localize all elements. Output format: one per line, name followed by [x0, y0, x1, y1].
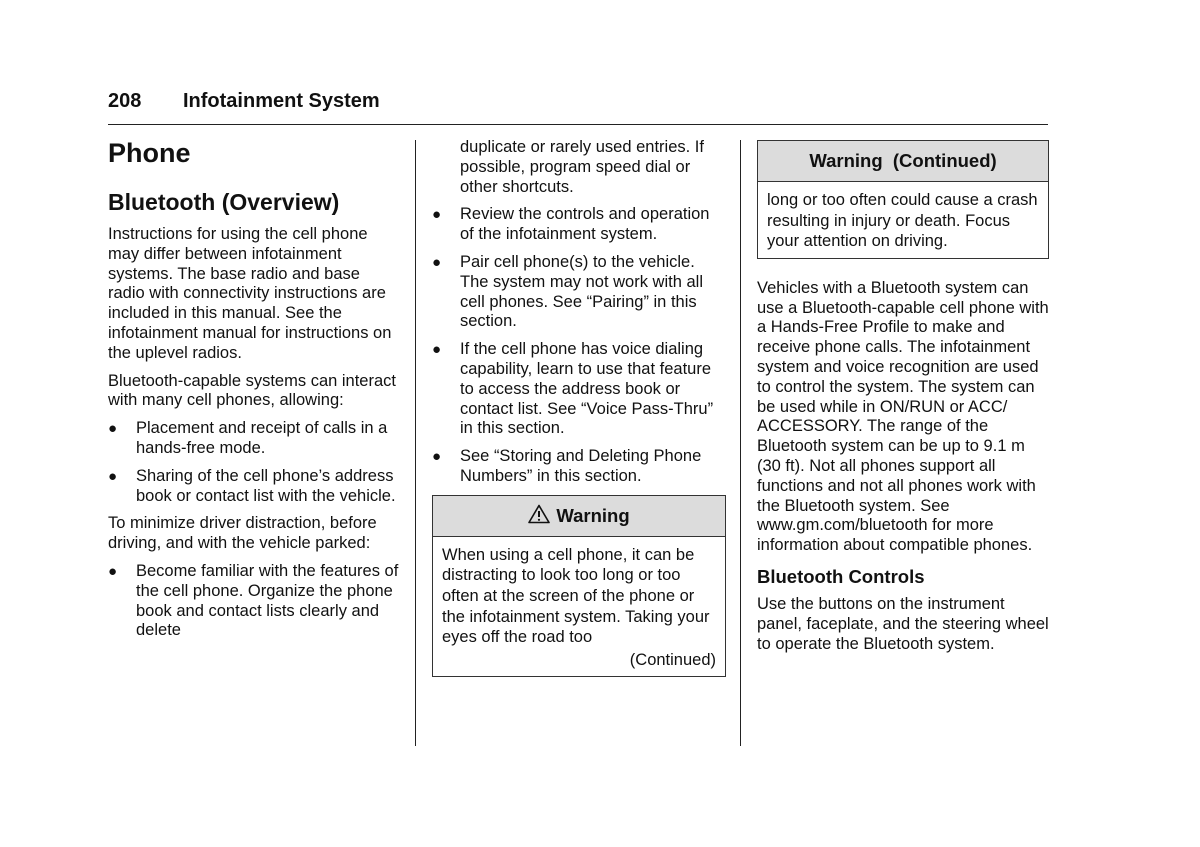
bullet-list [108, 419, 400, 506]
list-item-text: Sharing of the cell phone’s address book or contact list with the vehicle. [136, 466, 396, 505]
list-item [432, 205, 726, 245]
warning-body [433, 537, 725, 677]
list-item-text: See “Storing and Deleting Phone Numbers” in this section. [460, 447, 702, 485]
list-item-text: Pair cell phone(s) to the vehicle. The system may not work with all cell phones. See “Pairing” in this section. [460, 252, 703, 331]
subsection-heading: Bluetooth Controls [757, 565, 925, 587]
list-item-text: If the cell phone has voice dialing capability, learn to use that feature to access the address book or contact list. See “Voice Pass-Thru” in this section. [460, 340, 714, 438]
bullet-icon: ● [432, 448, 442, 466]
page-number: 208 [108, 90, 142, 112]
paragraph: Vehicles with a Bluetooth system can use a Bluetooth-capable cell phone with a Hands-Free Profile to make and receive phone calls. The infotainment system and voice recognition are used to control the system. The system can be used while in ON/RUN or ACC/ ACCESSORY. The range of the Bluetooth system can be up to 9.1 m (30 ft). Not all phones support all functions and not all phones work with the Bluetooth system. See www.gm.com/bluetooth for more information about compatible phones. [757, 278, 1049, 555]
list-item [108, 467, 400, 507]
warning-title: Warning [556, 504, 630, 526]
column-divider [415, 140, 416, 746]
bullet-icon: ● [108, 562, 118, 580]
bullet-icon: ● [108, 420, 118, 438]
bullet-icon: ● [432, 253, 442, 271]
page-header [108, 90, 1048, 125]
warning-body [758, 182, 1048, 258]
paragraph: Instructions for using the cell phone may differ between infotainment systems. The base radio and base radio with connectivity instructions are included in this manual. See the infotainment manual for instructions on the uplevel radios. [108, 225, 392, 362]
column-2 [432, 138, 726, 677]
column-1 [108, 138, 400, 649]
list-item [432, 340, 726, 439]
continued-label: (Continued) [629, 650, 716, 669]
bullet-list [432, 205, 726, 486]
warning-box-continued [757, 140, 1049, 259]
list-item [432, 447, 726, 487]
continued-list-text: duplicate or rarely used entries. If possible, program speed dial or other shortcuts. [460, 138, 704, 196]
list-item [432, 253, 726, 332]
list-item-text: Review the controls and operation of the infotainment system. [460, 205, 710, 244]
column-3 [757, 140, 1049, 662]
warning-header [433, 496, 725, 537]
bullet-icon: ● [432, 341, 442, 359]
subsection-title: Bluetooth (Overview) [108, 189, 340, 215]
bullet-icon: ● [432, 206, 442, 224]
warning-box [432, 495, 726, 678]
list-item [108, 419, 400, 459]
warning-triangle-icon [528, 504, 550, 528]
section-title: Infotainment System [183, 90, 380, 112]
paragraph: Bluetooth-capable systems can interact with many cell phones, allowing: [108, 371, 396, 410]
list-item-text: Become familiar with the features of the cell phone. Organize the phone book and contact lists clearly and delete [136, 561, 399, 640]
list-item [108, 562, 400, 641]
bullet-list [108, 562, 400, 641]
page-title: Phone [108, 138, 191, 168]
paragraph: To minimize driver distraction, before driving, and with the vehicle parked: [108, 514, 377, 553]
warning-text: long or too often could cause a crash resulting in injury or death. Focus your attention on driving. [767, 191, 1038, 251]
paragraph: Use the buttons on the instrument panel, faceplate, and the steering wheel to operate the Bluetooth system. [757, 594, 1049, 653]
warning-title: Warning (Continued) [809, 150, 997, 172]
list-item-text: Placement and receipt of calls in a hands-free mode. [136, 419, 388, 457]
warning-text: When using a cell phone, it can be distracting to look too long or too often at the screen of the phone or the infotainment system. Taking your eyes off the road too [442, 545, 710, 647]
bullet-icon: ● [108, 467, 118, 485]
column-divider [740, 140, 741, 746]
warning-header [758, 141, 1048, 182]
